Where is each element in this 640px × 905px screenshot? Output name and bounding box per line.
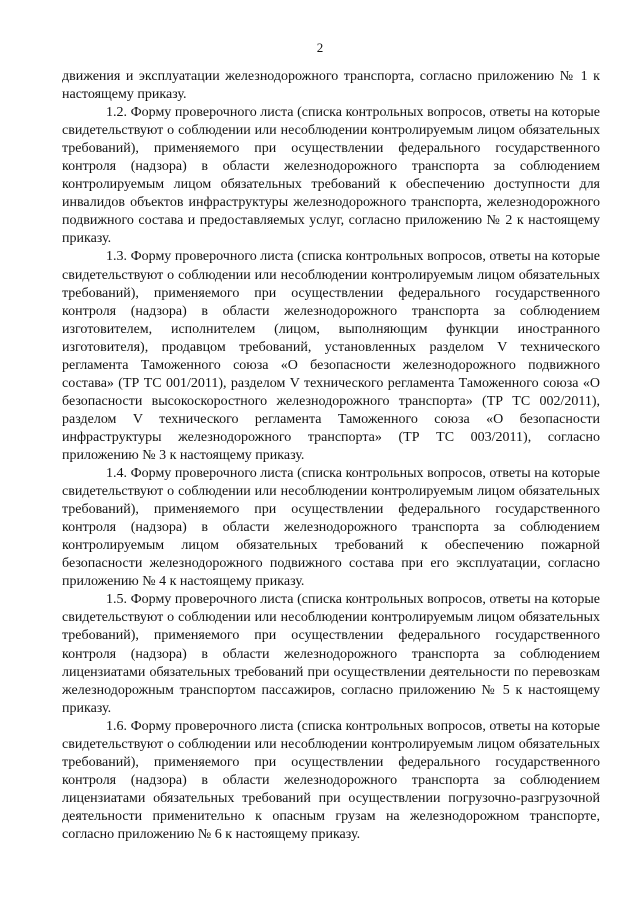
paragraph-1-3: 1.3. Форму проверочного листа (списка контрольных вопросов, ответы на которые свидетельствуют о соблюдении или несоблюдении контролируемым лицом обязательных требований), применяемого при осуществлении федерального государственного контроля (надзора) в области железнодорожного транспорта за соблюдением изготовителем, исполнителем (лицом, выполняющим функции иностранного изготовителя), продавцом требований, установленных разделом V технического регламента Таможенного союза «О безопасности железнодорожного подвижного состава» (ТР ТС 001/2011), разделом V технического регламента Таможенного союза «О безопасности высокоскоростного железнодорожного транспорта» (ТР ТС 002/2011), разделом V технического регламента Таможенного союза «О безопасности инфраструктуры железнодорожного транспорта» (ТР ТС 003/2011), согласно приложению № 3 к настоящему приказу. xyxy=(62,249,600,463)
paragraph-1-5: 1.5. Форму проверочного листа (списка контрольных вопросов, ответы на которые свидетельствуют о соблюдении или несоблюдении контролируемым лицом обязательных требований), применяемого при осуществлении федерального государственного контроля (надзора) в области железнодорожного транспорта за соблюдением лицензиатами обязательных требований при осуществлении деятельности по перевозкам железнодорожным транспортом пассажиров, согласно приложению № 5 к настоящему приказу. xyxy=(62,592,600,716)
document-body xyxy=(62,68,600,844)
paragraph-1-4: 1.4. Форму проверочного листа (списка контрольных вопросов, ответы на которые свидетельствуют о соблюдении или несоблюдении контролируемым лицом обязательных требований), применяемого при осуществлении федерального государственного контроля (надзора) в области железнодорожного транспорта за соблюдением контролируемым лицом обязательных требований к обеспечению пожарной безопасности железнодорожного подвижного состава при его эксплуатации, согласно приложению № 4 к настоящему приказу. xyxy=(62,466,600,590)
page-number: 2 xyxy=(316,40,324,55)
paragraph-1-2: 1.2. Форму проверочного листа (списка контрольных вопросов, ответы на которые свидетельствуют о соблюдении или несоблюдении контролируемым лицом обязательных требований), применяемого при осуществлении федерального государственного контроля (надзора) в области железнодорожного транспорта за соблюдением контролируемым лицом обязательных требований к обеспечению доступности для инвалидов объектов инфраструктуры железнодорожного транспорта, железнодорожного подвижного состава и предоставляемых услуг, согласно приложению № 2 к настоящему приказу. xyxy=(62,105,600,247)
paragraph-continuation: движения и эксплуатации железнодорожного транспорта, согласно приложению № 1 к настоящему приказу. xyxy=(62,69,600,103)
paragraph-1-6: 1.6. Форму проверочного листа (списка контрольных вопросов, ответы на которые свидетельствуют о соблюдении или несоблюдении контролируемым лицом обязательных требований), применяемого при осуществлении федерального государственного контроля (надзора) в области железнодорожного транспорта за соблюдением лицензиатами обязательных требований при осуществлении погрузочно-разгрузочной деятельности применительно к опасным грузам на железнодорожном транспорте, согласно приложению № 6 к настоящему приказу. xyxy=(62,718,600,842)
